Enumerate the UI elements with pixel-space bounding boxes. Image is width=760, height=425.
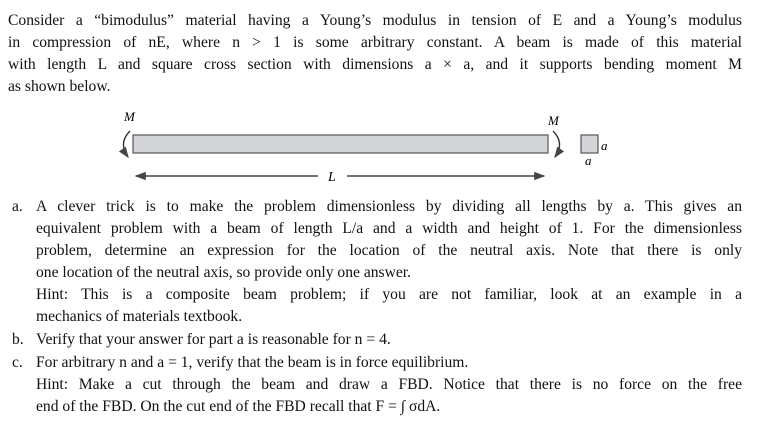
hint-line: Hint: This is a composite beam problem; if you are not familiar, look at an example in a bbox=[36, 286, 742, 303]
moment-arrow-left bbox=[123, 131, 130, 157]
beam-figure bbox=[110, 105, 650, 190]
part-label: c. bbox=[12, 354, 23, 371]
intro-line: in compression of nE, where n > 1 is some arbitrary constant. A beam is made of this material bbox=[8, 34, 742, 51]
intro-line: Consider a “bimodulus” material having a Young’s modulus in tension of E and a Young’s modulus bbox=[8, 12, 742, 29]
part-line: equivalent problem with a beam of length L/a and a width and height of 1. For the dimensionless bbox=[36, 220, 742, 237]
part-line: Verify that your answer for part a is reasonable for n = 4. bbox=[36, 331, 391, 348]
part-line: problem, determine an expression for the location of the neutral axis. Note that there is only bbox=[36, 242, 742, 259]
part-line: A clever trick is to make the problem dimensionless by dividing all lengths by a. This gives an bbox=[36, 198, 742, 215]
length-label: L bbox=[328, 170, 336, 185]
part-line: one location of the neutral axis, so provide only one answer. bbox=[36, 264, 412, 281]
moment-label-left: M bbox=[124, 109, 135, 124]
part-label: b. bbox=[12, 331, 24, 348]
hint-line: Hint: Make a cut through the beam and draw a FBD. Notice that there is no force on the free bbox=[36, 376, 742, 393]
intro-line: with length L and square cross section with dimensions a × a, and it supports bending moment M bbox=[8, 56, 742, 73]
side-label-right: a bbox=[601, 138, 608, 153]
side-label-bottom: a bbox=[585, 153, 592, 168]
moment-label-right: M bbox=[548, 113, 559, 128]
moment-arrow-right bbox=[553, 131, 560, 157]
part-label: a. bbox=[12, 198, 23, 215]
part-line: For arbitrary n and a = 1, verify that the beam is in force equilibrium. bbox=[36, 354, 469, 371]
hint-line: end of the FBD. On the cut end of the FBD recall that F = ∫ σdA. bbox=[36, 398, 441, 415]
hint-line: mechanics of materials textbook. bbox=[36, 308, 243, 325]
beam bbox=[133, 135, 548, 153]
cross-section bbox=[581, 135, 598, 153]
intro-line: as shown below. bbox=[8, 78, 111, 95]
